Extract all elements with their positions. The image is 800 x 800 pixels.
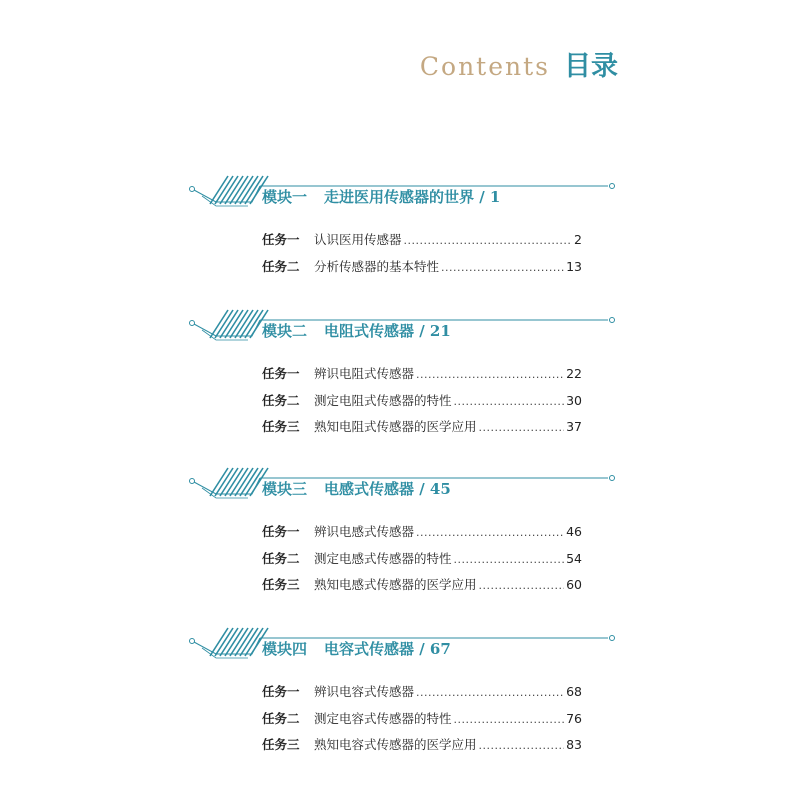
dot-leader xyxy=(416,524,564,539)
module-name: 电容式传感器 / 67 xyxy=(324,640,451,658)
task-page-number: 68 xyxy=(566,684,582,699)
task-number: 任务一 xyxy=(262,524,300,539)
task-number: 任务二 xyxy=(262,392,300,408)
task-entry[interactable] xyxy=(262,417,582,435)
dot-leader xyxy=(404,232,573,247)
task-page-number: 13 xyxy=(566,258,582,274)
task-number: 任务二 xyxy=(262,550,300,566)
task-entry[interactable] xyxy=(262,391,582,409)
task-number: 任务三 xyxy=(262,419,300,434)
dot-leader xyxy=(454,551,565,566)
task-page-number: 37 xyxy=(566,419,582,434)
task-number: 任务一 xyxy=(262,232,300,247)
dot-leader xyxy=(479,737,565,752)
module-name: 走进医用传感器的世界 / 1 xyxy=(324,188,501,206)
task-name: 熟知电容式传感器的医学应用 xyxy=(314,737,477,752)
task-entry[interactable] xyxy=(262,257,582,275)
module-number: 模块三 xyxy=(262,480,308,498)
module-title[interactable] xyxy=(262,320,451,341)
task-name: 辨识电感式传感器 xyxy=(314,524,415,539)
task-name: 测定电感式传感器的特性 xyxy=(314,550,452,566)
task-name: 测定电容式传感器的特性 xyxy=(314,710,452,726)
task-entry[interactable] xyxy=(262,575,582,593)
module-name: 电阻式传感器 / 21 xyxy=(324,322,451,340)
dot-leader xyxy=(479,419,565,434)
task-page-number: 2 xyxy=(574,232,582,247)
task-entry[interactable] xyxy=(262,364,582,382)
task-entry[interactable] xyxy=(262,549,582,567)
contents-title-en: Contents xyxy=(419,52,550,81)
task-name: 认识医用传感器 xyxy=(314,232,402,247)
task-page-number: 46 xyxy=(566,524,582,539)
module-number: 模块四 xyxy=(262,640,308,658)
task-page-number: 30 xyxy=(566,392,582,408)
task-name: 熟知电感式传感器的医学应用 xyxy=(314,577,477,592)
task-name: 熟知电阻式传感器的医学应用 xyxy=(314,419,477,434)
task-name: 分析传感器的基本特性 xyxy=(314,258,440,274)
task-number: 任务二 xyxy=(262,258,300,274)
dot-leader xyxy=(454,393,565,408)
module-title[interactable] xyxy=(262,478,451,499)
task-page-number: 83 xyxy=(566,737,582,752)
task-number: 任务三 xyxy=(262,577,300,592)
task-page-number: 54 xyxy=(566,550,582,566)
task-number: 任务三 xyxy=(262,737,300,752)
task-name: 辨识电容式传感器 xyxy=(314,684,415,699)
task-number: 任务一 xyxy=(262,366,300,381)
contents-title-zh: 目录 xyxy=(564,51,618,82)
task-entry[interactable] xyxy=(262,735,582,753)
dot-leader xyxy=(416,684,564,699)
dot-leader xyxy=(454,711,565,726)
task-entry[interactable] xyxy=(262,682,582,700)
task-entry[interactable] xyxy=(262,522,582,540)
task-page-number: 60 xyxy=(566,577,582,592)
task-page-number: 22 xyxy=(566,366,582,381)
dot-leader xyxy=(441,259,564,274)
module-name: 电感式传感器 / 45 xyxy=(324,480,451,498)
dot-leader xyxy=(416,366,564,381)
module-title[interactable] xyxy=(262,186,500,207)
module-number: 模块一 xyxy=(262,188,308,206)
task-name: 测定电阻式传感器的特性 xyxy=(314,392,452,408)
task-number: 任务二 xyxy=(262,710,300,726)
task-entry[interactable] xyxy=(262,230,582,248)
module-title[interactable] xyxy=(262,638,451,659)
module-number: 模块二 xyxy=(262,322,308,340)
task-name: 辨识电阻式传感器 xyxy=(314,366,415,381)
dot-leader xyxy=(479,577,565,592)
task-entry[interactable] xyxy=(262,709,582,727)
task-number: 任务一 xyxy=(262,684,300,699)
task-page-number: 76 xyxy=(566,710,582,726)
